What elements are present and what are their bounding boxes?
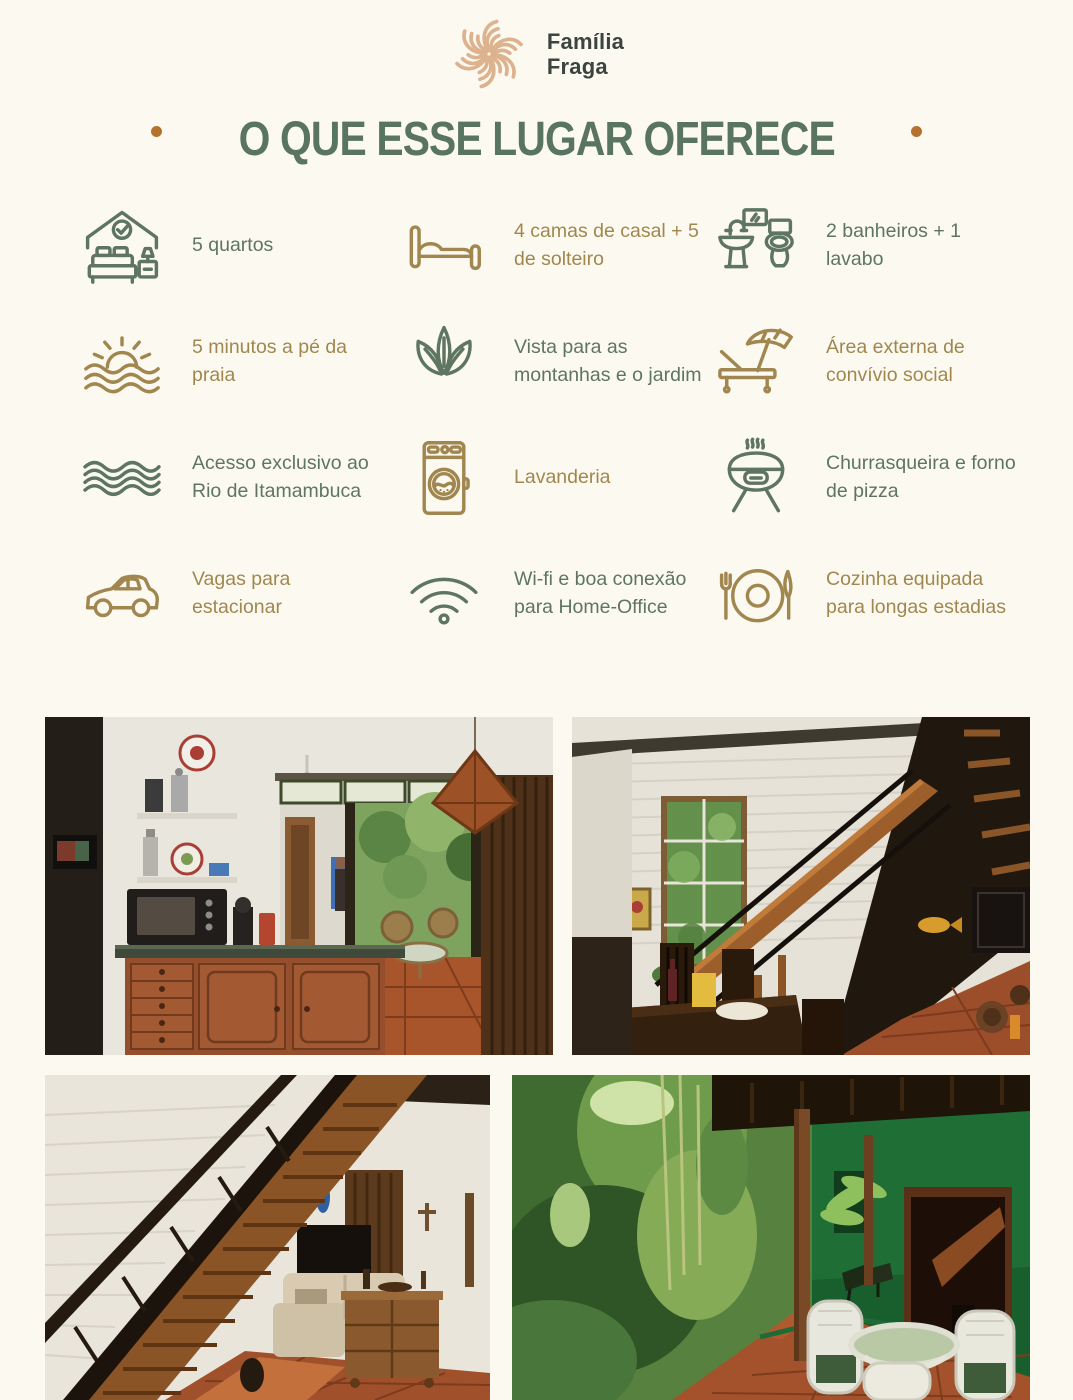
sun-lounger-umbrella-icon	[706, 319, 806, 405]
amenity-label: Churrasqueira e forno de pizza	[826, 452, 1016, 502]
barbecue-grill-icon	[706, 435, 806, 521]
title-left-dot	[151, 126, 162, 137]
amenity-bathrooms	[706, 198, 1036, 294]
amenity-barbecue	[706, 430, 1036, 526]
wifi-icon	[394, 551, 494, 637]
amenity-river-access	[72, 430, 394, 526]
amenity-label: Lavanderia	[514, 466, 611, 489]
amenity-outdoor-area	[706, 314, 1036, 410]
river-waves-icon	[72, 435, 172, 521]
washing-machine-icon	[394, 435, 494, 521]
amenity-label: 4 camas de casal + 5 de solteiro	[514, 220, 699, 270]
amenities-grid	[0, 198, 1073, 642]
amenity-label: Cozinha equipada para longas estadias	[826, 568, 1006, 618]
page-title: O QUE ESSE LUGAR OFERECE	[238, 113, 835, 166]
amenity-label: Vista para as montanhas e o jardim	[514, 336, 702, 386]
amenity-kitchen	[706, 546, 1036, 642]
cutlery-plate-icon	[706, 551, 806, 637]
single-bed-icon	[394, 203, 494, 289]
amenity-beds	[394, 198, 706, 294]
amenity-label: 5 quartos	[192, 234, 274, 257]
amenity-wifi	[394, 546, 706, 642]
title-right-dot	[911, 126, 922, 137]
brand-name	[547, 29, 624, 80]
amenity-laundry	[394, 430, 706, 526]
amenity-label: 5 minutos a pé da praia	[192, 336, 348, 386]
amenity-label: Wi-fi e boa conexão para Home-Office	[514, 568, 687, 618]
beach-sunset-icon	[72, 319, 172, 405]
amenity-beach	[72, 314, 394, 410]
brand-name-line1: Família	[546, 28, 625, 54]
title-row	[0, 113, 1073, 166]
kitchen-photo	[45, 717, 553, 1055]
amenity-label: Área externa de convívio social	[826, 336, 965, 386]
brand-name-line2: Fraga	[546, 54, 608, 79]
lotus-leaves-icon	[394, 319, 494, 405]
flower-pinwheel-logo-icon	[449, 14, 529, 94]
bedroom-icon	[72, 203, 172, 289]
amenity-label: Acesso exclusivo ao Rio de Itamambuca	[192, 452, 369, 502]
amenity-parking	[72, 546, 394, 642]
veranda-garden-photo	[512, 1075, 1030, 1400]
amenity-bedrooms	[72, 198, 394, 294]
dining-staircase-photo	[572, 717, 1030, 1055]
brand-header	[0, 0, 1073, 94]
amenity-view	[394, 314, 706, 410]
car-icon	[72, 551, 172, 637]
bathroom-icon	[706, 203, 806, 289]
amenity-label: Vagas para estacionar	[192, 568, 291, 618]
living-room-staircase-photo	[45, 1075, 490, 1400]
amenity-label: 2 banheiros + 1 lavabo	[826, 220, 961, 270]
